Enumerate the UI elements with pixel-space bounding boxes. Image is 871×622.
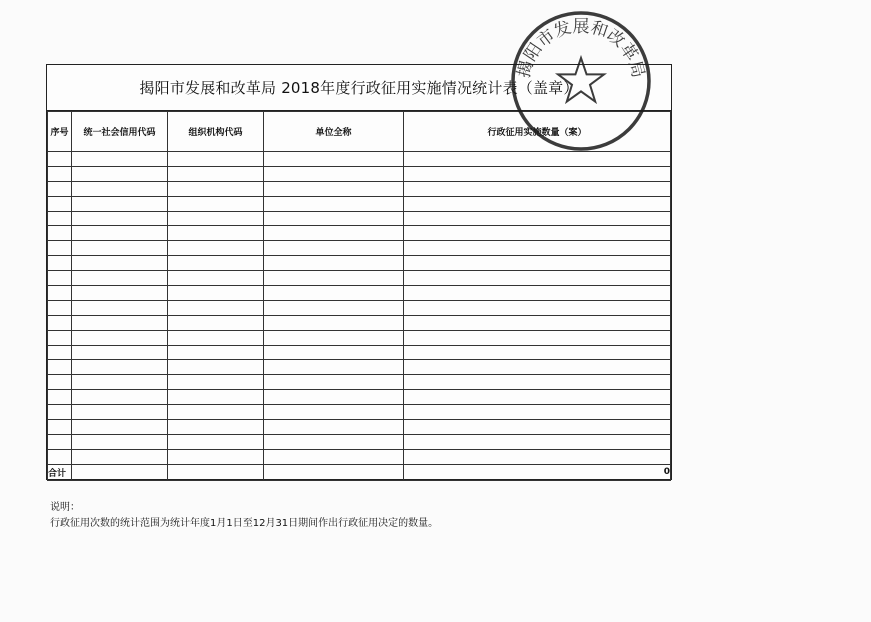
column-header-org-code: 组织机构代码 bbox=[168, 112, 264, 152]
table-cell bbox=[48, 271, 72, 286]
table-row bbox=[48, 345, 671, 360]
table-row bbox=[48, 360, 671, 375]
table-cell bbox=[404, 196, 671, 211]
table-cell bbox=[72, 152, 168, 167]
table-row bbox=[48, 330, 671, 345]
table-cell bbox=[72, 315, 168, 330]
table-row bbox=[48, 405, 671, 420]
table-cell bbox=[264, 434, 404, 449]
table-cell bbox=[48, 420, 72, 435]
table-cell bbox=[48, 330, 72, 345]
table-cell bbox=[404, 330, 671, 345]
table-cell bbox=[48, 390, 72, 405]
table-cell bbox=[48, 315, 72, 330]
notes bbox=[50, 500, 438, 532]
table-row bbox=[48, 315, 671, 330]
table-cell bbox=[168, 434, 264, 449]
table-cell bbox=[264, 181, 404, 196]
table-cell bbox=[264, 375, 404, 390]
table-cell bbox=[168, 256, 264, 271]
table-cell bbox=[404, 181, 671, 196]
statistics-table bbox=[47, 111, 671, 481]
table-cell bbox=[48, 181, 72, 196]
total-cell bbox=[72, 464, 168, 480]
table-cell bbox=[48, 226, 72, 241]
table-row bbox=[48, 226, 671, 241]
table-cell bbox=[72, 345, 168, 360]
table-cell bbox=[264, 211, 404, 226]
table-cell bbox=[264, 152, 404, 167]
table-cell bbox=[168, 181, 264, 196]
table-cell bbox=[48, 166, 72, 181]
table-cell bbox=[168, 330, 264, 345]
table-cell bbox=[264, 360, 404, 375]
table-cell bbox=[264, 271, 404, 286]
table-cell bbox=[264, 390, 404, 405]
table-row bbox=[48, 211, 671, 226]
table-cell bbox=[404, 345, 671, 360]
table-cell bbox=[72, 166, 168, 181]
seal-star-icon bbox=[558, 58, 604, 102]
official-seal-stamp bbox=[508, 8, 654, 154]
notes-text: 行政征用次数的统计范围为统计年度1月1日至12月31日期间作出行政征用决定的数量。 bbox=[50, 518, 439, 529]
table-cell bbox=[404, 286, 671, 301]
table-cell bbox=[168, 166, 264, 181]
table-cell bbox=[264, 420, 404, 435]
table-cell bbox=[404, 166, 671, 181]
total-cell bbox=[168, 464, 264, 480]
table-cell bbox=[72, 330, 168, 345]
table-cell bbox=[72, 211, 168, 226]
total-cell bbox=[264, 464, 404, 480]
table-cell bbox=[48, 211, 72, 226]
table-cell bbox=[168, 315, 264, 330]
table-cell bbox=[72, 226, 168, 241]
table-cell bbox=[72, 271, 168, 286]
table-cell bbox=[72, 375, 168, 390]
table-row bbox=[48, 196, 671, 211]
table-cell bbox=[404, 226, 671, 241]
table-cell bbox=[264, 166, 404, 181]
table-cell bbox=[168, 390, 264, 405]
table-cell bbox=[168, 152, 264, 167]
table-cell bbox=[404, 360, 671, 375]
table-cell bbox=[72, 405, 168, 420]
table-cell bbox=[48, 375, 72, 390]
table-cell bbox=[264, 405, 404, 420]
column-header-seq: 序号 bbox=[48, 112, 72, 152]
table-row bbox=[48, 181, 671, 196]
table-cell bbox=[404, 315, 671, 330]
table-cell bbox=[264, 449, 404, 464]
table-cell bbox=[404, 211, 671, 226]
table-cell bbox=[72, 256, 168, 271]
table-row bbox=[48, 390, 671, 405]
table-cell bbox=[72, 196, 168, 211]
total-row bbox=[48, 464, 671, 480]
table-row bbox=[48, 286, 671, 301]
table-cell bbox=[168, 196, 264, 211]
table-title: 揭阳市发展和改革局 2018年度行政征用实施情况统计表（盖章） bbox=[47, 65, 671, 111]
table-cell bbox=[48, 360, 72, 375]
table-cell bbox=[404, 256, 671, 271]
table-row bbox=[48, 434, 671, 449]
table-cell bbox=[48, 449, 72, 464]
table-row bbox=[48, 271, 671, 286]
table-cell bbox=[264, 256, 404, 271]
table-cell bbox=[48, 345, 72, 360]
table-cell bbox=[264, 226, 404, 241]
table-cell bbox=[72, 181, 168, 196]
table-cell bbox=[168, 375, 264, 390]
table-cell bbox=[48, 405, 72, 420]
table-row bbox=[48, 449, 671, 464]
table-cell bbox=[404, 390, 671, 405]
table-cell bbox=[168, 360, 264, 375]
table-cell bbox=[48, 300, 72, 315]
table-cell bbox=[168, 226, 264, 241]
table-cell bbox=[404, 449, 671, 464]
table-cell bbox=[72, 390, 168, 405]
table-cell bbox=[168, 345, 264, 360]
table-cell bbox=[72, 300, 168, 315]
table-cell bbox=[72, 241, 168, 256]
table-cell bbox=[264, 286, 404, 301]
table-cell bbox=[404, 434, 671, 449]
table-cell bbox=[48, 434, 72, 449]
total-value: 0 bbox=[404, 464, 671, 480]
table-cell bbox=[168, 286, 264, 301]
table-cell bbox=[72, 286, 168, 301]
table-cell bbox=[168, 300, 264, 315]
table-row bbox=[48, 375, 671, 390]
seal-text: 揭阳市发展和改革局 bbox=[514, 16, 648, 80]
table-row bbox=[48, 241, 671, 256]
table-cell bbox=[404, 405, 671, 420]
table-cell bbox=[264, 300, 404, 315]
table-cell bbox=[404, 300, 671, 315]
table-cell bbox=[48, 256, 72, 271]
column-header-count: 行政征用实施数量（案） bbox=[404, 112, 671, 152]
column-header-credit-code: 统一社会信用代码 bbox=[72, 112, 168, 152]
table-cell bbox=[72, 434, 168, 449]
table-cell bbox=[168, 449, 264, 464]
table-cell bbox=[404, 271, 671, 286]
table-cell bbox=[48, 196, 72, 211]
table-cell bbox=[48, 152, 72, 167]
table-cell bbox=[168, 271, 264, 286]
table-cell bbox=[168, 420, 264, 435]
column-header-unit-name: 单位全称 bbox=[264, 112, 404, 152]
table-row bbox=[48, 300, 671, 315]
table-row bbox=[48, 166, 671, 181]
table-cell bbox=[264, 315, 404, 330]
notes-heading: 说明： bbox=[50, 502, 80, 513]
table-cell bbox=[72, 360, 168, 375]
table-cell bbox=[264, 196, 404, 211]
table-cell bbox=[264, 330, 404, 345]
table-cell bbox=[168, 405, 264, 420]
table-cell bbox=[404, 375, 671, 390]
table-cell bbox=[72, 449, 168, 464]
table-cell bbox=[72, 420, 168, 435]
table-cell bbox=[404, 241, 671, 256]
table-cell bbox=[404, 420, 671, 435]
table-cell bbox=[48, 286, 72, 301]
table-cell bbox=[264, 241, 404, 256]
table-cell bbox=[48, 241, 72, 256]
table-row bbox=[48, 420, 671, 435]
table-cell bbox=[168, 241, 264, 256]
table-row bbox=[48, 256, 671, 271]
total-label: 合计 bbox=[48, 464, 72, 480]
table-cell bbox=[264, 345, 404, 360]
table-cell bbox=[168, 211, 264, 226]
